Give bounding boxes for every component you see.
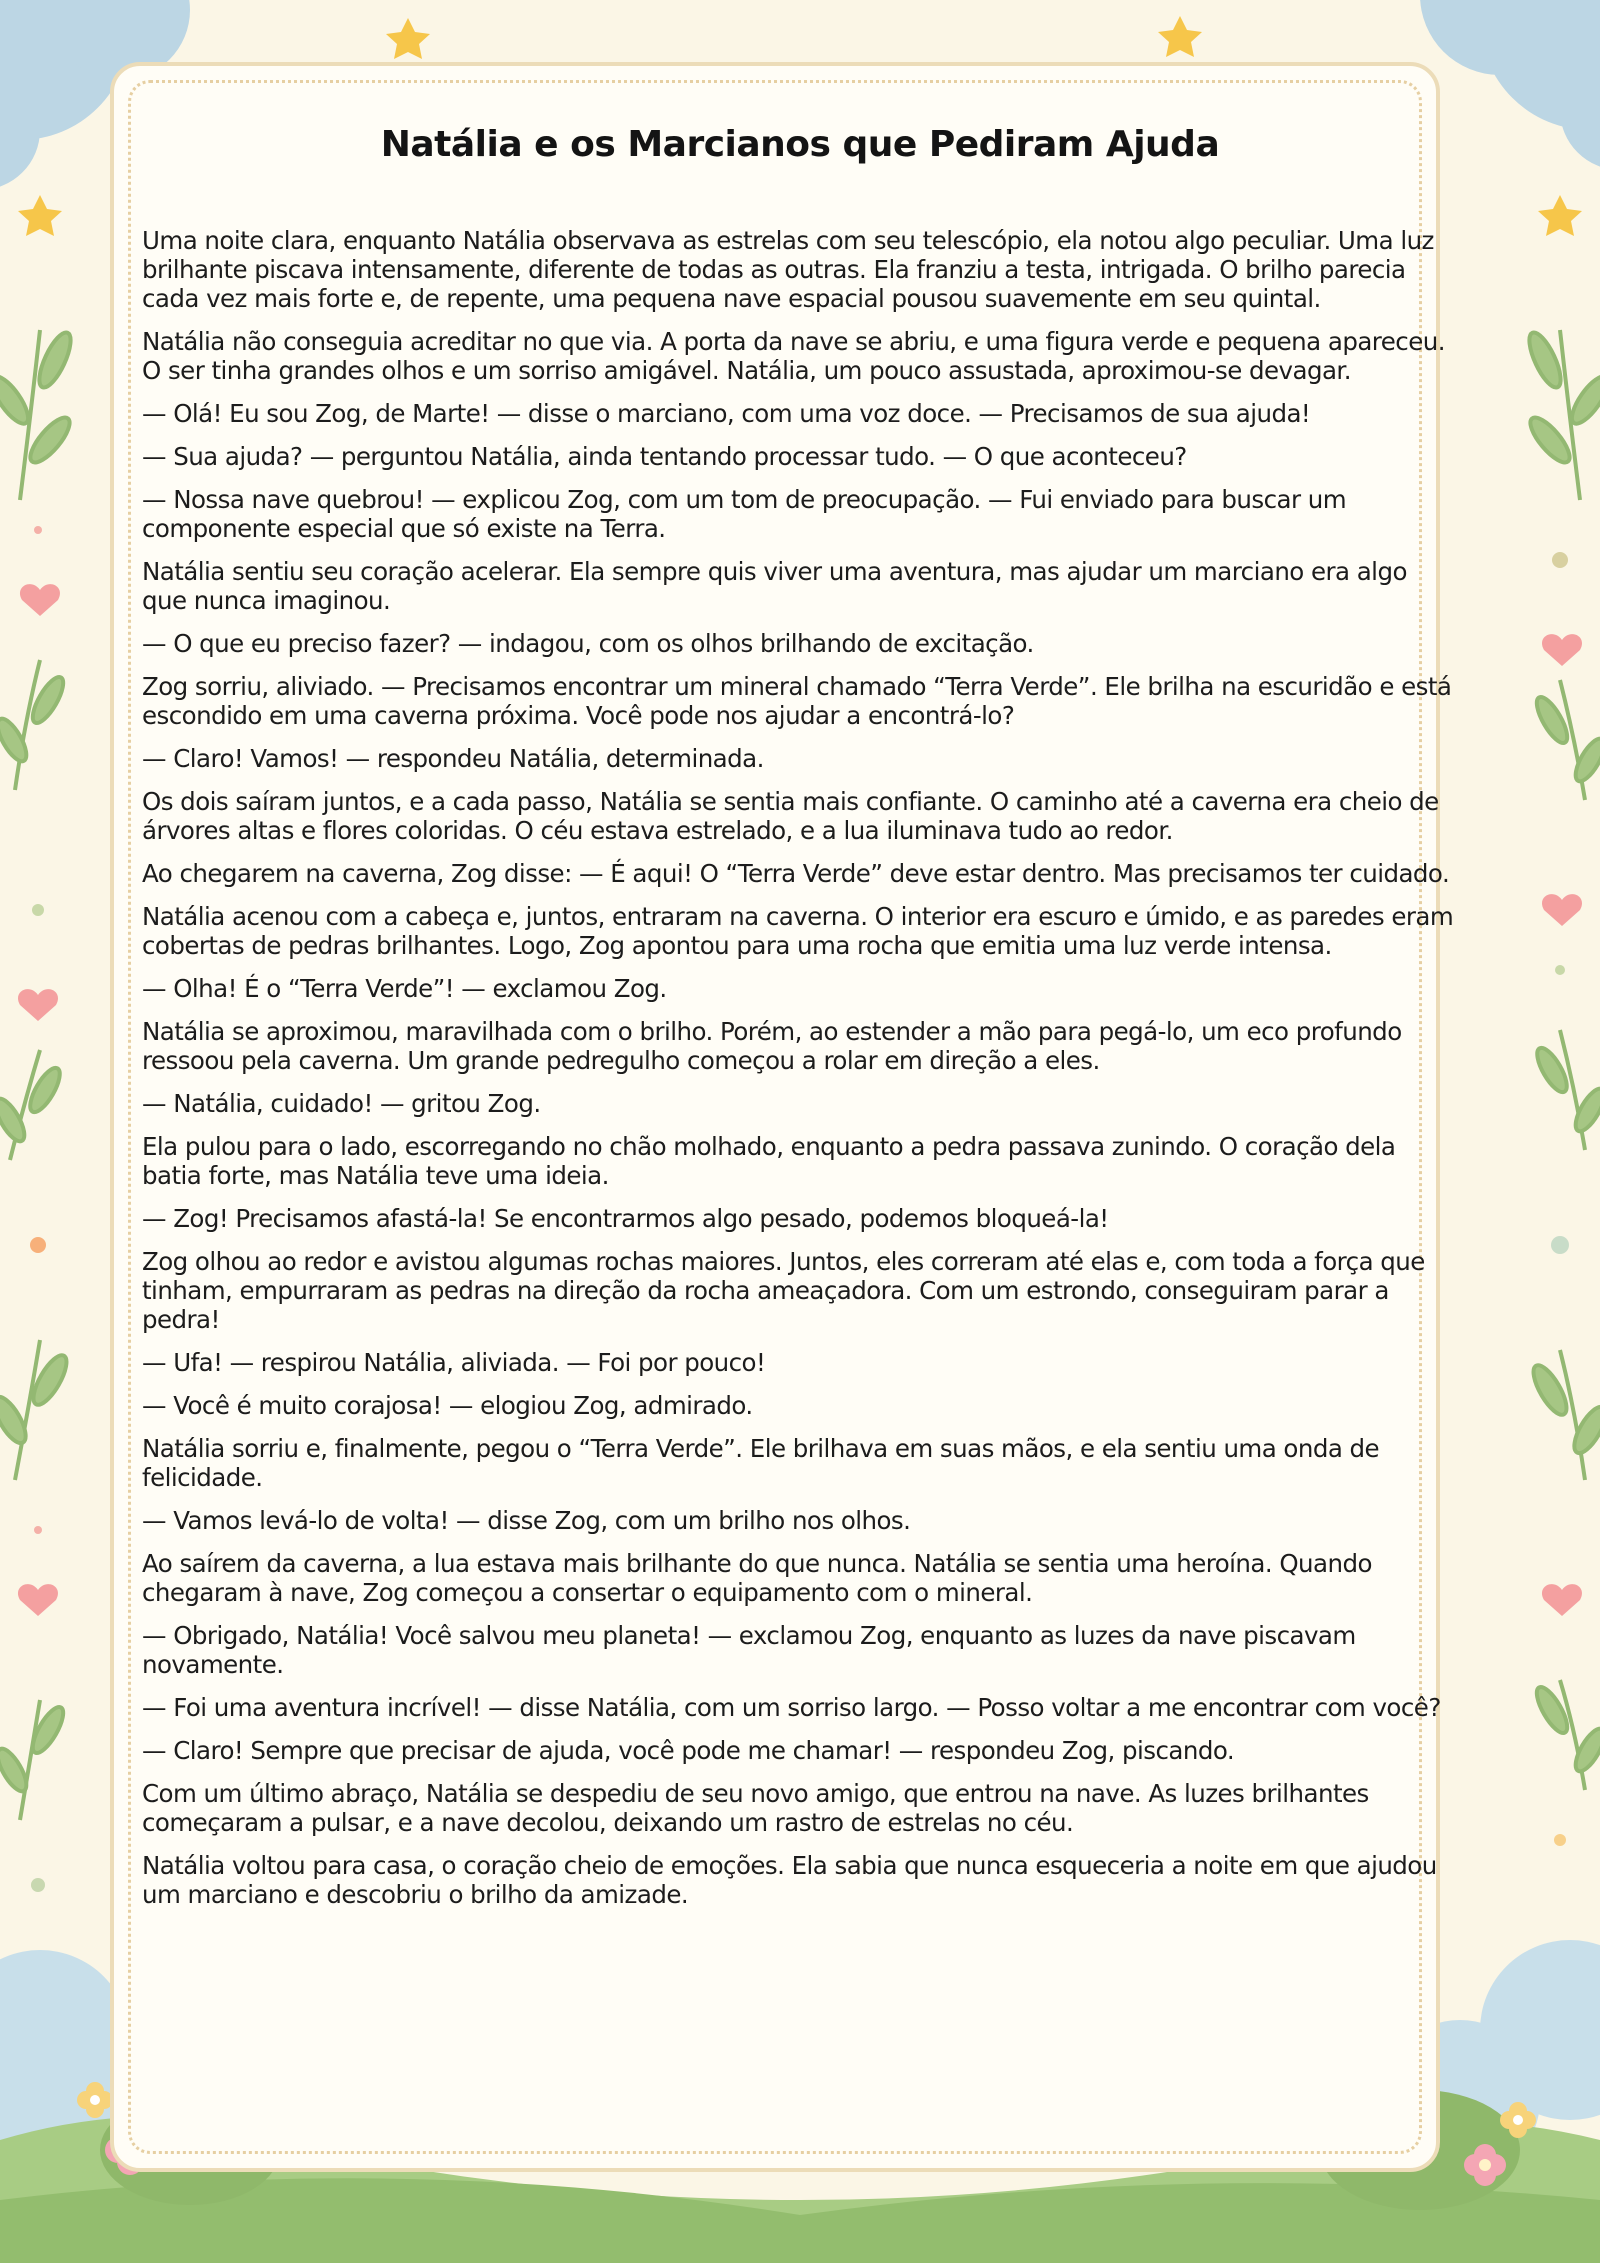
story-paragraph: Ao chegarem na caverna, Zog disse: — É aqui! O “Terra Verde” deve estar dentro. Mas precisamos ter cuidado. (142, 859, 1450, 888)
star-icon (18, 195, 62, 236)
story-paragraph: — Foi uma aventura incrível! — disse Natália, com um sorriso largo. — Posso voltar a me encontrar com você? (142, 1693, 1441, 1722)
star-icon (1538, 195, 1582, 236)
story-paragraph: — O que eu preciso fazer? — indagou, com os olhos brilhando de excitação. (142, 629, 1034, 658)
heart-icon (18, 989, 58, 1021)
story-paragraph: Zog sorriu, aliviado. — Precisamos encontrar um mineral chamado “Terra Verde”. Ele brilha na escuridão e está escondido em uma caverna próxima. Você pode nos ajudar a encontrá-lo? (142, 672, 1452, 730)
story-paragraph: — Você é muito corajosa! — elogiou Zog, admirado. (142, 1391, 753, 1420)
story-paragraph: — Olha! É o “Terra Verde”! — exclamou Zog. (142, 974, 667, 1003)
story-paragraph: Natália voltou para casa, o coração cheio de emoções. Ela sabia que nunca esqueceria a noite em que ajudou um marciano e descobriu o brilho da amizade. (142, 1851, 1437, 1909)
story-paragraph: — Claro! Vamos! — respondeu Natália, determinada. (142, 744, 764, 773)
star-icon (1158, 16, 1202, 57)
story-paragraph: — Natália, cuidado! — gritou Zog. (142, 1089, 541, 1118)
heart-icon (18, 1584, 58, 1616)
story-paragraph: — Olá! Eu sou Zog, de Marte! — disse o marciano, com uma voz doce. — Precisamos de sua ajuda! (142, 399, 1311, 428)
heart-icon (1542, 894, 1582, 926)
leaf-branch-icon (1532, 1030, 1600, 1150)
star-icon (386, 18, 430, 59)
leaf-branch-icon (0, 329, 77, 500)
leaf-branch-icon (1531, 680, 1600, 800)
story-paragraph: Os dois saíram juntos, e a cada passo, Natália se sentia mais confiante. O caminho até a caverna era cheio de árvores altas e flores coloridas. O céu estava estrelado, e a lua iluminava tudo ao redor. (142, 787, 1439, 845)
story-paragraph: Com um último abraço, Natália se despediu de seu novo amigo, que entrou na nave. As luzes brilhantes começaram a pulsar, e a nave decolou, deixando um rastro de estrelas no céu. (142, 1779, 1369, 1837)
flower-icon (1464, 2144, 1506, 2186)
leaf-branch-icon (0, 1340, 73, 1480)
story-paragraph: — Nossa nave quebrou! — explicou Zog, com um tom de preocupação. — Fui enviado para buscar um componente especial que só existe na Terra. (142, 485, 1347, 543)
story-paragraph: — Obrigado, Natália! Você salvou meu planeta! — exclamou Zog, enquanto as luzes da nave piscavam novamente. (142, 1621, 1356, 1679)
story-paragraph: Natália acenou com a cabeça e, juntos, entraram na caverna. O interior era escuro e úmido, e as paredes eram cobertas de pedras brilhantes. Logo, Zog apontou para uma rocha que emitia uma luz verde intensa. (142, 902, 1454, 960)
story-paragraph: — Sua ajuda? — perguntou Natália, ainda tentando processar tudo. — O que aconteceu? (142, 442, 1187, 471)
leaf-branch-icon (1523, 329, 1600, 500)
heart-icon (1542, 1584, 1582, 1616)
story-paragraph: — Zog! Precisamos afastá-la! Se encontrarmos algo pesado, podemos bloqueá-la! (142, 1204, 1109, 1233)
story-paragraph: — Ufa! — respirou Natália, aliviada. — Foi por pouco! (142, 1348, 766, 1377)
leaf-branch-icon (0, 1050, 65, 1160)
story-paragraph: — Vamos levá-lo de volta! — disse Zog, com um brilho nos olhos. (142, 1506, 911, 1535)
story-paragraph: Ela pulou para o lado, escorregando no chão molhado, enquanto a pedra passava zunindo. O coração dela batia forte, mas Natália teve uma ideia. (142, 1132, 1396, 1190)
story-body (142, 226, 1458, 1923)
flower-icon (77, 2082, 113, 2118)
story-paragraph: Natália sentiu seu coração acelerar. Ela sempre quis viver uma aventura, mas ajudar um marciano era algo que nunca imaginou. (142, 557, 1407, 615)
flower-icon (1500, 2102, 1536, 2138)
leaf-branch-icon (0, 660, 69, 790)
leaf-branch-icon (1531, 1680, 1600, 1790)
story-paragraph: — Claro! Sempre que precisar de ajuda, você pode me chamar! — respondeu Zog, piscando. (142, 1736, 1235, 1765)
story-paragraph: Ao saírem da caverna, a lua estava mais brilhante do que nunca. Natália se sentia uma heroína. Quando chegaram à nave, Zog começou a consertar o equipamento com o mineral. (142, 1549, 1372, 1607)
story-paragraph: Natália se aproximou, maravilhada com o brilho. Porém, ao estender a mão para pegá-lo, um eco profundo ressoou pela caverna. Um grande pedregulho começou a rolar em direção a eles. (142, 1017, 1402, 1075)
story-title: Natália e os Marcianos que Pediram Ajuda (380, 124, 1220, 165)
leaf-branch-icon (1527, 1350, 1600, 1480)
story-paragraph: Natália não conseguia acreditar no que via. A porta da nave se abriu, e uma figura verde e pequena apareceu. O ser tinha grandes olhos e um sorriso amigável. Natália, um pouco assustada, aproximou-se devagar. (142, 327, 1445, 385)
story-paragraph: Uma noite clara, enquanto Natália observava as estrelas com seu telescópio, ela notou algo peculiar. Uma luz brilhante piscava intensamente, diferente de todas as outras. Ela franziu a testa, intrigada. O brilho parecia cada vez mais forte e, de repente, uma pequena nave espacial pousou suavemente em seu quintal. (142, 226, 1434, 313)
heart-icon (20, 584, 60, 616)
story-paragraph: Natália sorriu e, finalmente, pegou o “Terra Verde”. Ele brilhava em suas mãos, e ela sentiu uma onda de felicidade. (142, 1434, 1380, 1492)
story-paragraph: Zog olhou ao redor e avistou algumas rochas maiores. Juntos, eles correram até elas e, com toda a força que tinham, empurraram as pedras na direção da rocha ameaçadora. Com um estrondo, conseguiram parar a pedra! (142, 1247, 1425, 1334)
heart-icon (1542, 634, 1582, 666)
leaf-branch-icon (0, 1700, 69, 1820)
